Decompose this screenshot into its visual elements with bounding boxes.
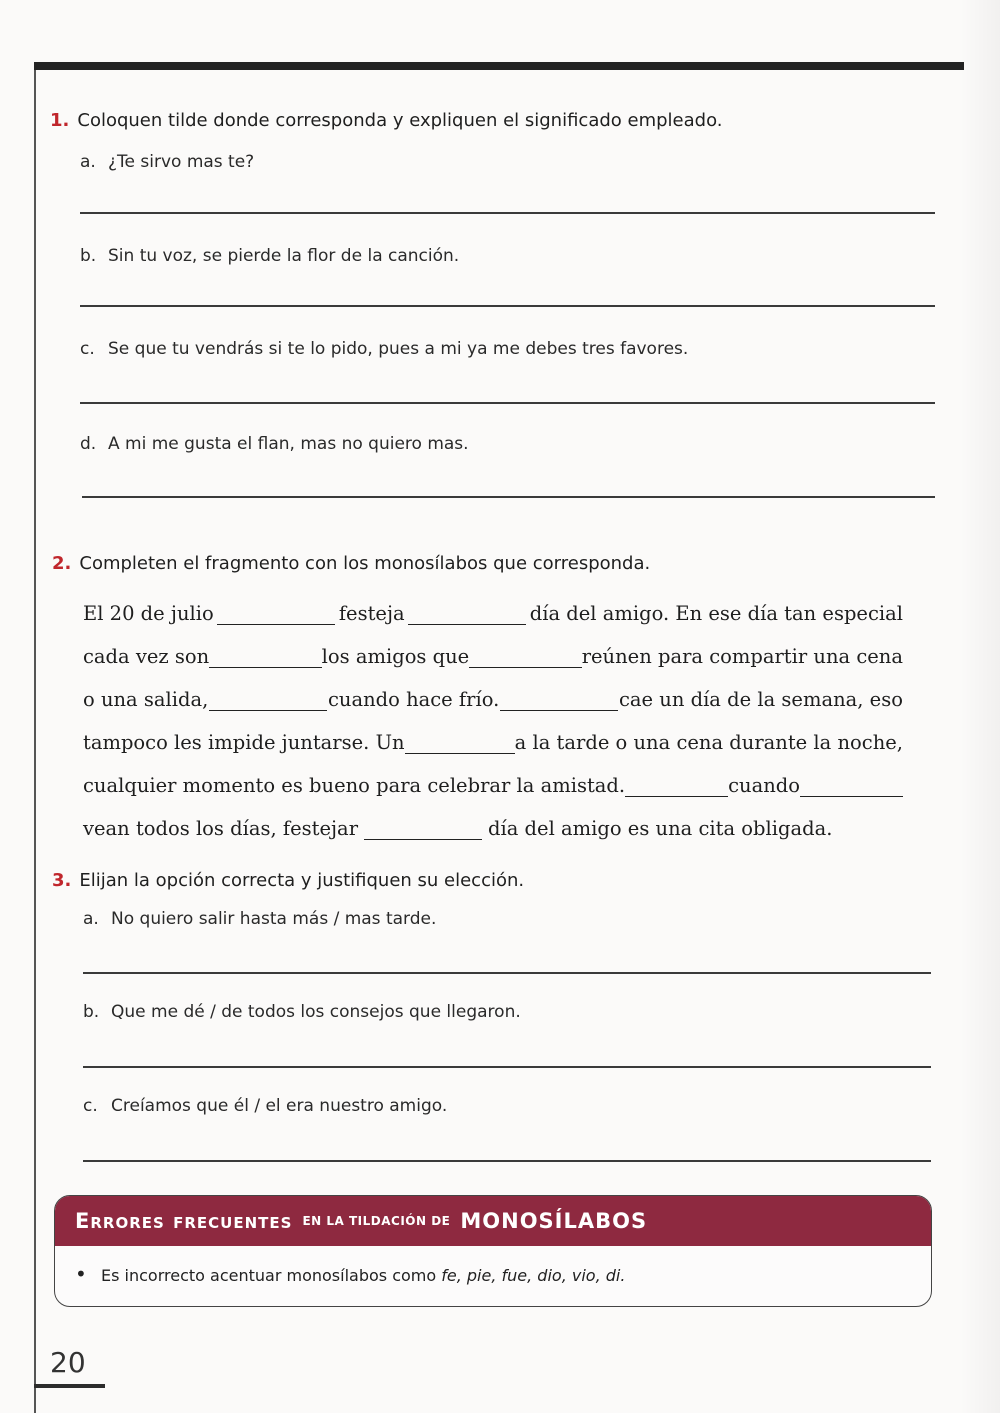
q1-d-answer-line[interactable] [82,496,935,498]
item-letter: c. [80,339,95,359]
fragment-text: El 20 de julio [83,602,214,625]
fragment-text: cuando hace frío. [327,688,500,711]
fragment-blank[interactable] [500,692,618,711]
q1-item-b [80,246,459,266]
q2-fragment [83,582,903,840]
errores-title-part2: EN LA TILDACIÓN DE [302,1214,451,1228]
errores-header [55,1196,931,1246]
fragment-blank[interactable] [800,778,903,797]
fragment-text: día del amigo. En ese día tan especial [529,602,903,625]
q1-number: 1. [50,110,70,131]
fragment-text: cada vez son [83,645,210,668]
q3-item-a [83,909,436,929]
fragment-blank[interactable] [405,735,515,754]
fragment-text: reúnen para compartir una cena [581,645,903,668]
q3-item-c [83,1096,447,1116]
fragment-blank[interactable] [209,649,321,668]
item-text: No quiero salir hasta más / mas tarde. [111,909,437,929]
fragment-line [83,754,903,797]
item-text: Que me dé / de todos los consejos que llegaron. [111,1002,521,1022]
fragment-line [83,582,903,625]
item-letter: a. [80,152,96,172]
item-text: Creíamos que él / el era nuestro amigo. [111,1096,448,1116]
fragment-line [83,797,903,840]
errores-bullet-text: Es incorrecto acentuar monosílabos como [101,1266,437,1285]
q1-item-d [80,434,469,454]
fragment-text: tampoco les impide juntarse. Un [83,731,405,754]
q3-number: 3. [52,870,72,891]
q1-c-answer-line[interactable] [80,402,935,404]
fragment-blank[interactable] [364,821,482,840]
fragment-text: festeja [338,602,405,625]
fragment-line [83,711,903,754]
fragment-blank[interactable] [217,606,335,625]
q1-title [50,110,723,131]
q1-item-c [80,339,688,359]
q1-item-a [80,152,254,172]
page-number: 20 [50,1346,86,1379]
q2-title-text: Completen el fragmento con los monosílabos que corresponda. [79,553,651,574]
fragment-blank[interactable] [209,692,327,711]
fragment-blank[interactable] [408,606,526,625]
item-letter: d. [80,434,97,454]
q3-item-b [83,1002,521,1022]
item-text: A mi me gusta el flan, mas no quiero mas. [108,434,469,454]
fragment-text: o una salida, [83,688,209,711]
item-letter: a. [83,909,99,929]
item-letter: b. [80,246,97,266]
q1-title-text: Coloquen tilde donde corresponda y expliquen el significado empleado. [77,110,723,131]
fragment-text: cae un día de la semana, eso [618,688,903,711]
fragment-line [83,668,903,711]
errores-frecuentes-box [54,1195,932,1307]
q2-number: 2. [52,553,72,574]
top-rule [34,62,964,70]
fragment-line [83,625,903,668]
bullet-icon: • [75,1262,87,1286]
fragment-text: a la tarde o una cena durante la noche, [514,731,903,754]
q2-title [52,553,650,574]
item-text: Sin tu voz, se pierde la flor de la canción. [108,246,460,266]
left-margin-rule [34,70,36,1413]
errores-title-part3: MONOSÍLABOS [460,1209,648,1233]
page-edge-shadow [960,0,1000,1413]
item-letter: c. [83,1096,98,1116]
fragment-blank[interactable] [469,649,581,668]
fragment-text: los amigos que [321,645,470,668]
errores-body [55,1246,931,1285]
q3-b-answer-line[interactable] [83,1066,931,1068]
fragment-text: vean todos los días, festejar [83,817,359,840]
q3-a-answer-line[interactable] [83,972,931,974]
fragment-text: cuando [728,774,800,797]
page-number-rule [34,1384,105,1388]
q3-title [52,870,524,891]
q3-title-text: Elijan la opción correcta y justifiquen su elección. [79,870,525,891]
item-text: ¿Te sirvo mas te? [108,152,255,172]
fragment-text: día del amigo es una cita obligada. [488,817,833,840]
fragment-blank[interactable] [625,778,728,797]
errores-bullet-examples: fe, pie, fue, dio, vio, di. [441,1266,626,1285]
q1-a-answer-line[interactable] [80,212,935,214]
item-letter: b. [83,1002,100,1022]
item-text: Se que tu vendrás si te lo pido, pues a mi ya me debes tres favores. [108,339,689,359]
q3-c-answer-line[interactable] [83,1160,931,1162]
q1-b-answer-line[interactable] [80,305,935,307]
fragment-text: cualquier momento es bueno para celebrar la amistad. [83,774,626,797]
errores-title-part1: Errores frecuentes [75,1209,293,1233]
